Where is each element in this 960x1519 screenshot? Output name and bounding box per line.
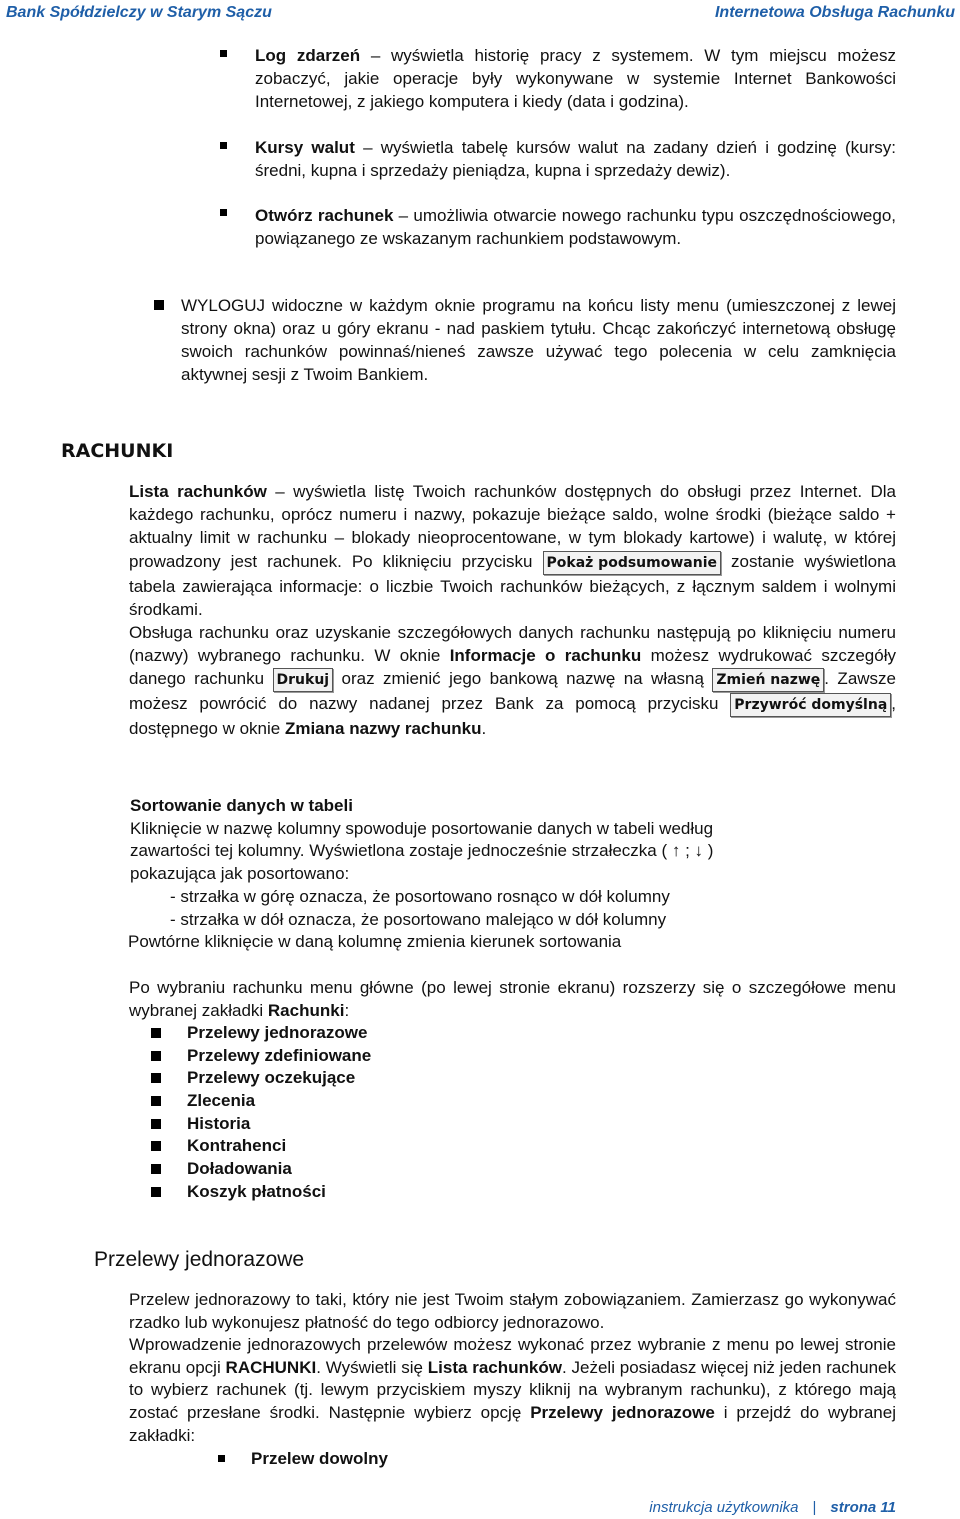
list-item-label: Przelewy jednorazowe: [187, 1023, 368, 1042]
sort-line: - strzałka w górę oznacza, że posortowano rosnąco w dół kolumny: [170, 886, 670, 906]
footer-separator: |: [812, 1499, 817, 1516]
menu-intro-tab: Rachunki: [267, 1000, 345, 1020]
list-item: [151, 1022, 371, 1045]
bullet-square: [220, 50, 227, 57]
bullet-title: Otwórz rachunek: [255, 206, 394, 225]
przelewy-text-1: Przelew jednorazowy to taki, który nie jest Twoim stałym zobowiązaniem. Zamierzasz go wykonywać rzadko lub wykonujesz płatność do tego odbiorcy jednorazowo.: [129, 1290, 896, 1332]
bullet-kursy-walut: [255, 136, 896, 182]
bullet-square-large: [154, 300, 164, 310]
przelewy-text-4: . Jeżeli posiadasz więcej niż jeden rachunek to wybierz rachunek (tj. lewym przyciskiem myszy kliknij na wybranym rachunku), z którego mają zostać przesłane środki. Następnie wybierz opcję: [129, 1357, 897, 1422]
footer: [649, 1499, 896, 1516]
restore-default-button[interactable]: Przywróć domyślną: [730, 693, 891, 717]
sort-line: pokazująca jak posortowano:: [130, 864, 350, 884]
sub-bullet-przelew-dowolny: Przelew dowolny: [251, 1449, 388, 1468]
przelewy-text-5: i przejdź do wybranej zakładki:: [129, 1402, 896, 1445]
list-item: [151, 1113, 371, 1136]
lista-text-5: . Zawsze możesz powrócić do nazwy nadanej przez Bank za pomocą przycisku: [129, 669, 897, 714]
rename-window-label: Zmiana nazwy rachunku: [284, 719, 482, 739]
list-item-label: Kontrahenci: [187, 1136, 287, 1156]
przelewy-text-2: Wprowadzenie jednorazowych przelewów możesz wykonać przez wybranie z menu po lewej stronie ekranu opcji: [129, 1335, 896, 1377]
footer-page-label: strona: [830, 1499, 877, 1516]
przelewy-paragraph: [129, 1289, 896, 1447]
account-info-label: Informacje o rachunku: [449, 646, 642, 666]
bullet-square-large: [151, 1119, 161, 1129]
list-item-label: Historia: [187, 1113, 251, 1133]
sort-title: Sortowanie danych w tabeli: [130, 796, 353, 815]
list-item: [151, 1158, 371, 1181]
sort-line: Kliknięcie w nazwę kolumny spowoduje posortowanie danych w tabeli według: [130, 818, 714, 838]
show-summary-button[interactable]: Pokaż podsumowanie: [543, 551, 721, 575]
list-item: [151, 1090, 371, 1113]
menu-intro-paragraph: [129, 977, 896, 1022]
menu-intro-end: :: [344, 1000, 350, 1020]
lista-text-6: , dostępnego w oknie: [129, 694, 896, 739]
bullet-text: – wyświetla historię pracy z systemem. W tym miejscu możesz zobaczyć, jakie operacje były wykonywane w systemie Internet Bankowości Internetowej, z jakiego komputera i kiedy (data i godzina).: [255, 46, 897, 111]
list-item-label: Doładowania: [187, 1159, 292, 1179]
list-item: [151, 1135, 371, 1158]
list-item-label: Przelewy zdefiniowane: [187, 1045, 372, 1065]
bullet-title: Kursy walut: [255, 138, 355, 157]
header-doc-title: Internetowa Obsługa Rachunku: [714, 4, 955, 21]
bullet-square-large: [151, 1141, 161, 1151]
sort-section: [130, 795, 890, 954]
bullet-square-large: [151, 1051, 161, 1061]
bullet-otworz-rachunek: [255, 204, 896, 250]
section-label-rachunki: RACHUNKI: [61, 440, 174, 462]
print-button[interactable]: Drukuj: [273, 668, 334, 692]
list-item-label: Zlecenia: [187, 1091, 256, 1111]
menu-intro-text: Po wybraniu rachunku menu główne (po lewej stronie ekranu) rozszerzy się o szczegółowe menu wybranej zakładki: [129, 978, 896, 1020]
lista-text-1: – wyświetla listę Twoich rachunków dostępnych do obsługi przez Internet. Dla każdego rachunku, oprócz numeru i nazwy, pokazuje bieżące saldo, wolne środki (bieżące saldo + aktualny limit w rachunku – blokady nieoprocentowane, w tym blokady kartowe) i walutę, w której prowadzony jest rachunek. Po kliknięciu przycisku: [129, 482, 896, 571]
list-label: Lista rachunków: [427, 1357, 562, 1377]
bullet-title: Log zdarzeń: [255, 46, 361, 65]
lista-text-2: zostanie wyświetlona tabela zawierająca informacje: o liczbie Twoich rachunków bieżących, z łącznym saldem i wolnymi środkami.: [129, 551, 896, 619]
przelewy-text-3: . Wyświetli się: [316, 1357, 428, 1377]
list-item: [151, 1067, 371, 1090]
submenu-list: [151, 1022, 371, 1204]
rename-button[interactable]: Zmień nazwę: [712, 668, 824, 692]
bullet-square-large: [151, 1096, 161, 1106]
lista-text-3: Obsługa rachunku oraz uzyskanie szczegółowych danych rachunku następują po kliknięciu numeru (nazwy) wybranego rachunku. W oknie: [129, 623, 896, 666]
menu-option-rachunki: RACHUNKI: [225, 1357, 317, 1377]
list-item: [151, 1045, 371, 1068]
bullet-square: [220, 209, 227, 216]
lista-text-4: oraz zmienić jego bankową nazwę na własną: [333, 669, 713, 689]
section-heading: Przelewy jednorazowe: [94, 1248, 305, 1271]
list-item-label: Koszyk płatności: [187, 1181, 326, 1201]
sort-line: Powtórne kliknięcie w daną kolumnę zmienia kierunek sortowania: [128, 932, 622, 952]
list-item-label: Przelewy oczekujące: [187, 1068, 356, 1088]
bullet-square-large: [151, 1187, 161, 1197]
bullet-log-zdarzen: [255, 44, 896, 113]
lista-title: Lista rachunków: [129, 482, 267, 501]
lista-text-3b: możesz wydrukować szczegóły danego rachunku: [129, 646, 896, 689]
footer-page-number: 11: [880, 1499, 896, 1516]
wyloguj-paragraph: [181, 294, 896, 386]
wyloguj-text: widoczne w każdym oknie programu na końcu listy menu (umieszczonej z lewej strony okna) oraz u góry ekranu - nad paskiem tytułu. Chcąc zakończyć internetową obsługę swoich rachunków powinnaś/nieneś zawsze używać tego polecenia w celu zamknięcia aktywnej sesji z Twoim Bankiem.: [181, 296, 896, 384]
sort-line: zawartości tej kolumny. Wyświetlona zostaje jednocześnie strzałeczka ( ↑ ; ↓ ): [130, 841, 714, 861]
bullet-square-large: [151, 1028, 161, 1038]
lista-text-end: .: [481, 719, 487, 739]
bullet-text: – wyświetla tabelę kursów walut na zadany dzień i godzinę (kursy: średni, kupna i sprzedaży pieniądza, kupna i sprzedaży dewiz).: [255, 138, 896, 180]
header-bank-name: Bank Spółdzielczy w Starym Sączu: [6, 4, 272, 21]
wyloguj-label: WYLOGUJ: [181, 296, 266, 315]
bullet-square: [218, 1455, 225, 1462]
bullet-text: – umożliwia otwarcie nowego rachunku typu oszczędnościowego, powiązanego ze wskazanym rachunkiem podstawowym.: [255, 206, 896, 248]
list-item: [151, 1181, 371, 1204]
lista-rachunkow-paragraph: [129, 480, 896, 741]
bullet-square: [220, 142, 227, 149]
bullet-square-large: [151, 1073, 161, 1083]
option-label: Przelewy jednorazowe: [530, 1402, 715, 1422]
footer-label: instrukcja użytkownika: [649, 1499, 799, 1516]
bullet-square-large: [151, 1164, 161, 1174]
sort-line: - strzałka w dół oznacza, że posortowano malejąco w dół kolumny: [170, 909, 667, 929]
